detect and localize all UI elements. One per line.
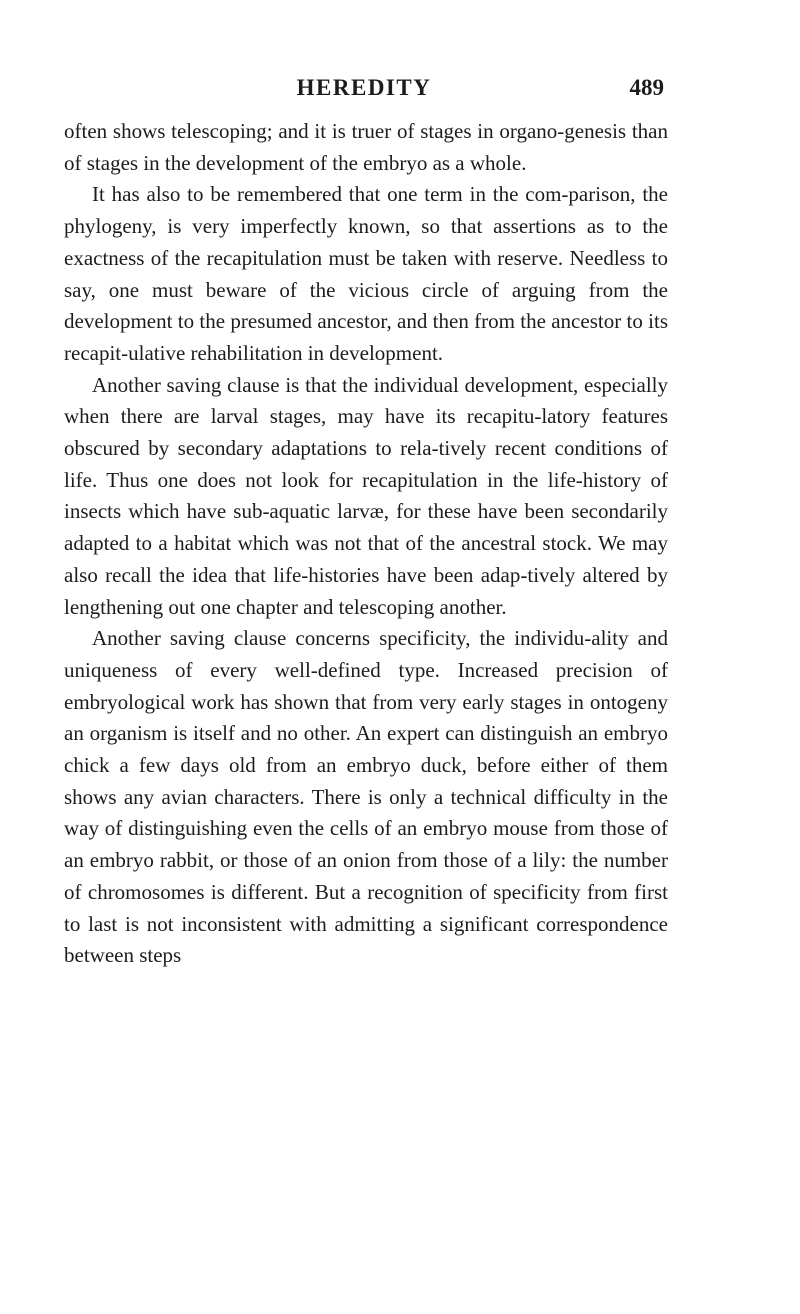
paragraph-specificity: Another saving clause concerns specificity, the individu-ality and uniqueness of every well-defined type. Increased precision of embryological work has shown that from very early stages in ontogeny an organism is itself and no other. An expert can distinguish an embryo chick a few days old from an embryo duck, before either of them shows any avian characters. There is only a technical difficulty in the way of distinguishing even the cells of an embryo mouse from those of an embryo rabbit, or those of an onion from those of a lily: the number of chromosomes is different. But a recognition of specificity from first to last is not inconsistent with admitting a significant correspondence between steps — [64, 626, 668, 968]
page-number: 489 — [629, 75, 664, 100]
body-text — [64, 116, 668, 972]
paragraph-continued: often shows telescoping; and it is truer of stages in organo-genesis than of stages in the development of the embryo as a whole. — [64, 119, 668, 175]
running-title: HEREDITY — [296, 75, 432, 100]
running-head — [64, 75, 664, 115]
paragraph-phylogeny: It has also to be remembered that one term in the com-parison, the phylogeny, is very imperfectly known, so that assertions as to the exactness of the recapitulation must be taken with reserve. Needless to say, one must beware of the vicious circle of arguing from the development to the presumed ancestor, and then from the ancestor to its recapit-ulative rehabilitation in development. — [64, 182, 668, 365]
paragraph-larval-stages: Another saving clause is that the individual development, especially when there are larval stages, may have its recapitu-latory features obscured by secondary adaptations to rela-tively recent conditions of life. Thus one does not look for recapitulation in the life-history of insects which have sub-aquatic larvæ, for these have been secondarily adapted to a habitat which was not that of the ancestral stock. We may also recall the idea that life-histories have been adap-tively altered by lengthening out one chapter and telescoping another. — [64, 372, 668, 619]
